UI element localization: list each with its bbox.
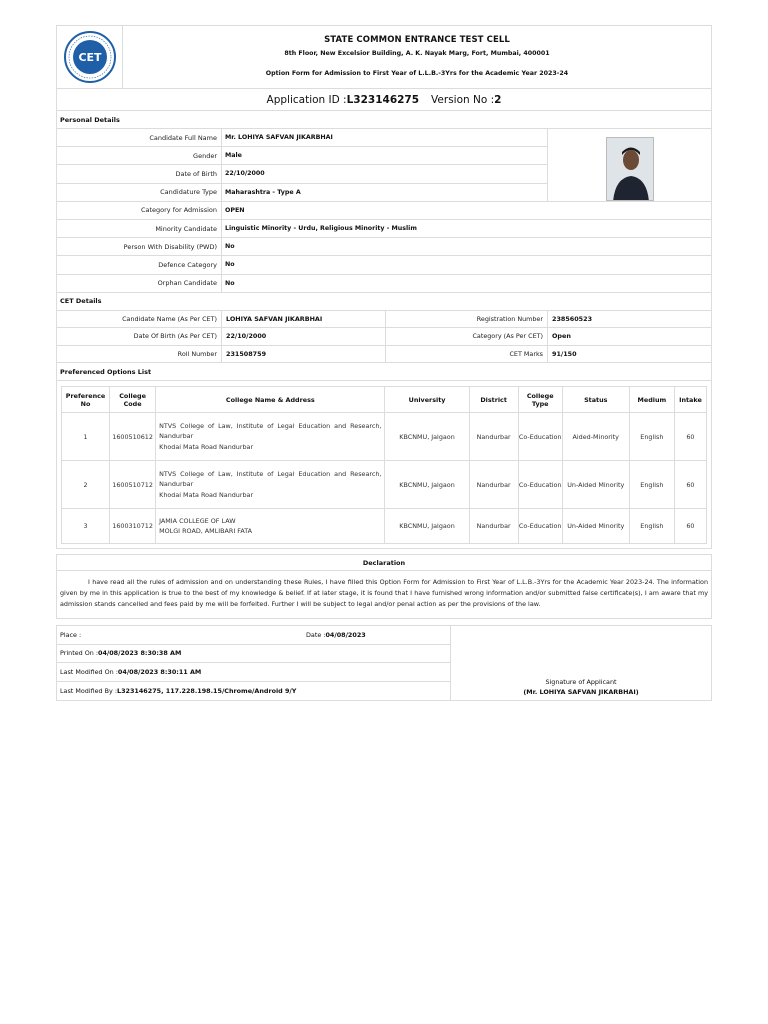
intake: 60 <box>674 509 706 544</box>
field-label: Roll Number <box>57 346 222 363</box>
university: KBCNMU, Jalgaon <box>385 461 469 509</box>
preference-no: 2 <box>62 461 110 509</box>
logo-text: CET <box>77 51 102 64</box>
candidate-photo <box>606 137 654 201</box>
field-label: CET Marks <box>386 346 548 363</box>
field-label: Defence Category <box>57 256 222 273</box>
field-label: Minority Candidate <box>57 220 222 237</box>
photo-cell <box>548 129 711 202</box>
date-label: Date : <box>306 630 326 639</box>
column-header: Medium <box>629 387 674 413</box>
field-label: Category (As Per CET) <box>386 328 548 345</box>
college-address: Khodai Mata Road Nandurbar <box>159 442 254 451</box>
signature-label: Signature of Applicant <box>545 678 617 687</box>
field-label: Candidate Full Name <box>57 129 222 146</box>
personal-details-block <box>56 129 712 202</box>
signature-area <box>451 626 711 700</box>
option-form-page <box>56 25 712 701</box>
personal-row <box>56 220 712 238</box>
column-header: District <box>469 387 518 413</box>
field-value: Mr. LOHIYA SAFVAN JIKARBHAI <box>222 129 548 146</box>
college-type: Co-Education <box>518 509 562 544</box>
field-value: Open <box>552 332 571 341</box>
table-row <box>62 461 707 509</box>
table-row <box>62 413 707 461</box>
cet-row <box>56 311 712 329</box>
table-row <box>62 509 707 544</box>
application-id-bar <box>56 89 712 111</box>
application-id-value: L323146275 <box>346 93 420 106</box>
column-header: Status <box>562 387 629 413</box>
date-value: 04/08/2023 <box>325 630 366 639</box>
signature-block <box>56 625 712 701</box>
last-modified-value: 04/08/2023 8:30:11 AM <box>117 667 202 676</box>
intake: 60 <box>674 461 706 509</box>
medium: English <box>629 461 674 509</box>
field-value: Maharashtra - Type A <box>222 184 548 201</box>
cet-row <box>56 328 712 346</box>
college-name: JAMIA COLLEGE OF LAW <box>159 516 236 525</box>
field-value: 91/150 <box>552 349 577 358</box>
college-code: 1600310712 <box>110 509 156 544</box>
personal-row <box>56 238 712 256</box>
college-name: NTVS College of Law, Institute of Legal Education and Research, Nandurbar <box>159 469 382 489</box>
cet-details-heading: CET Details <box>56 293 712 311</box>
cet-logo <box>63 30 117 84</box>
district: Nandurbar <box>469 413 518 461</box>
university: KBCNMU, Jalgaon <box>385 509 469 544</box>
field-value: No <box>225 279 235 287</box>
field-label: Date of Birth <box>57 165 222 182</box>
district: Nandurbar <box>469 461 518 509</box>
field-value: Male <box>222 147 548 164</box>
preferences-heading: Preferenced Options List <box>56 363 712 381</box>
column-header: College Code <box>110 387 156 413</box>
cet-row <box>56 346 712 364</box>
university: KBCNMU, Jalgaon <box>385 413 469 461</box>
field-value: 231508759 <box>222 346 386 363</box>
column-header: College Name & Address <box>156 387 385 413</box>
college-code: 1600510612 <box>110 413 156 461</box>
version-label: Version No : <box>431 93 495 106</box>
personal-row <box>57 147 548 165</box>
college-type: Co-Education <box>518 413 562 461</box>
status: Un-Aided Minority <box>562 509 629 544</box>
logo-container <box>57 26 123 88</box>
field-label: Registration Number <box>386 311 548 328</box>
personal-row <box>57 165 548 183</box>
form-title: Option Form for Admission to First Year of L.L.B.-3Yrs for the Academic Year 2023-24 <box>265 70 569 77</box>
personal-row <box>57 129 548 147</box>
preferences-table-wrap <box>56 381 712 549</box>
table-header-row <box>62 387 707 413</box>
college-name-address <box>156 509 385 544</box>
field-label: Candidature Type <box>57 184 222 201</box>
field-label: Candidate Name (As Per CET) <box>57 311 222 328</box>
college-address: MOLGI ROAD, AMLIBARI FATA <box>159 527 252 536</box>
field-label: Person With Disability (PWD) <box>57 238 222 255</box>
last-modified-label: Last Modified On : <box>60 667 118 676</box>
column-header: Intake <box>674 387 706 413</box>
personal-row <box>56 256 712 274</box>
field-value: 22/10/2000 <box>222 328 386 345</box>
intake: 60 <box>674 413 706 461</box>
college-address: Khodai Mata Road Nandurbar <box>159 490 254 499</box>
org-address: 8th Floor, New Excelsior Building, A. K. Nayak Marg, Fort, Mumbai, 400001 <box>284 50 550 57</box>
printed-on-label: Printed On : <box>60 649 98 658</box>
last-modified-by-row <box>57 682 450 701</box>
column-header: College Type <box>518 387 562 413</box>
field-value: OPEN <box>225 206 245 214</box>
medium: English <box>629 413 674 461</box>
place-date-row <box>57 626 450 645</box>
field-label: Category for Admission <box>57 202 222 219</box>
column-header: Preference No <box>62 387 110 413</box>
field-label: Date Of Birth (As Per CET) <box>57 328 222 345</box>
column-header: University <box>385 387 469 413</box>
declaration-text: I have read all the rules of admission and on understanding these Rules, I have filled this Option Form for Admission to First Year of L.L.B.-3Yrs for the Academic Year 2023-24. The information given by me in this application is true to the best of my knowledge & belief. If at later stage, it is found that I have furnished wrong information and/or submitted false certificate(s), I am aware that my admission stands cancelled and fees paid by me will be forfeited. Further I will be subject to legal and/or penal action as per the provisions of the law. <box>56 571 712 619</box>
signature-name: (Mr. LOHIYA SAFVAN JIKARBHAI) <box>523 688 639 697</box>
college-type: Co-Education <box>518 461 562 509</box>
status: Un-Aided Minority <box>562 461 629 509</box>
college-name-address <box>156 461 385 509</box>
field-value: 238560523 <box>552 314 593 323</box>
last-modified-by-value: L323146275, 117.228.198.15/Chrome/Android 9/Y <box>117 686 297 695</box>
college-name-address <box>156 413 385 461</box>
last-modified-by-label: Last Modified By : <box>60 686 117 695</box>
application-id-label: Application ID : <box>266 93 347 106</box>
medium: English <box>629 509 674 544</box>
org-name: STATE COMMON ENTRANCE TEST CELL <box>324 35 510 45</box>
last-modified-row <box>57 663 450 682</box>
declaration-heading: Declaration <box>56 554 712 571</box>
personal-row <box>57 184 548 202</box>
form-header <box>56 25 712 89</box>
printed-on-row <box>57 645 450 664</box>
personal-details-heading: Personal Details <box>56 111 712 129</box>
field-value: 22/10/2000 <box>222 165 548 182</box>
field-value: LOHIYA SAFVAN JIKARBHAI <box>222 311 386 328</box>
header-text <box>123 26 711 88</box>
field-value: No <box>225 243 235 251</box>
preference-no: 1 <box>62 413 110 461</box>
personal-row <box>56 275 712 293</box>
printed-on-value: 04/08/2023 8:30:38 AM <box>98 649 182 658</box>
preferences-table <box>61 386 707 544</box>
status: Aided-Minority <box>562 413 629 461</box>
college-code: 1600510712 <box>110 461 156 509</box>
college-name: NTVS College of Law, Institute of Legal Education and Research, Nandurbar <box>159 421 382 441</box>
field-label: Orphan Candidate <box>57 275 222 292</box>
field-label: Gender <box>57 147 222 164</box>
district: Nandurbar <box>469 509 518 544</box>
version-value: 2 <box>494 93 502 106</box>
preference-no: 3 <box>62 509 110 544</box>
place-label: Place : <box>60 630 82 639</box>
field-value: Linguistic Minority - Urdu, Religious Minority - Muslim <box>225 225 417 233</box>
field-value: No <box>225 261 235 269</box>
personal-row <box>56 202 712 220</box>
